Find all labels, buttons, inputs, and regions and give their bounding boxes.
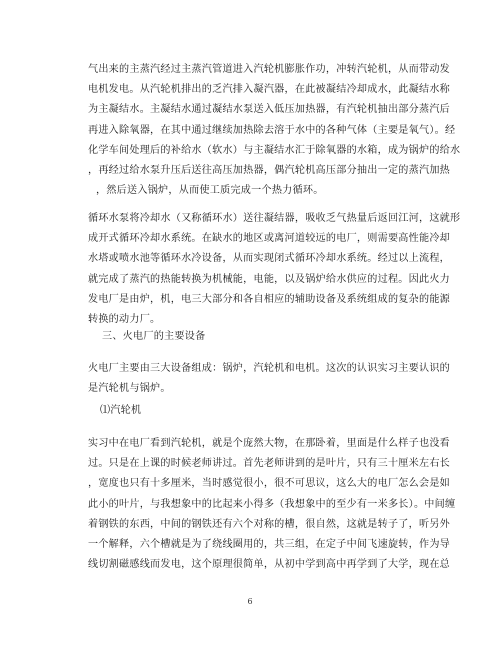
text-line: 发电厂是由炉，机，电三大部分和各自相应的辅助设备及系统组成的复杂的能源 (88, 293, 451, 305)
text-line: 实习中在电厂看到汽轮机，就是个庞然大物，在那卧着，里面是什么样子也没看 (88, 438, 451, 449)
text-line: 化学车间处理后的补给水（软水）与主凝结水汇于除氧器的水箱，成为锅炉的给水 (88, 144, 461, 156)
paragraph-cooling-water (88, 209, 461, 330)
text-line: 火电厂主要由三大设备组成：锅炉，汽轮机和电机。这次的认识实习主要认识的 (88, 363, 451, 374)
sub-heading-turbine: ⑴汽轮机 (100, 405, 142, 416)
text-line: 一个解释，六个槽就是为了绕线圈用的，共三组，在定子中间飞速旋转，作为导 (88, 538, 451, 550)
page-number: 6 (247, 597, 253, 606)
text-line: 为主凝结水。主凝结水通过凝结水泵送入低压加热器，有汽轮机抽出部分蒸汽后 (88, 104, 451, 116)
paragraph-turbine-visit (88, 434, 456, 575)
text-line: 循环水泵将冷却水（又称循环水）送往凝结器，吸收乏气热量后返回江河，这就形 (88, 213, 461, 224)
text-line: 是汽轮机与锅炉。 (88, 383, 171, 395)
text-line: 着钢铁的东西，中间的钢铁还有六个对称的槽，很自然，这就是转子了，听另外 (88, 518, 451, 530)
paragraph-steam-cycle (88, 60, 461, 201)
text-line: 再进入除氧器，在其中通过继续加热除去溶于水中的各种气体（主要是氧气）。经 (88, 124, 456, 136)
text-line: ，宽度也只有十多厘米，当时感觉很小，很不可思议，这么大的电厂怎么会是如 (88, 478, 451, 490)
paragraph-main-equipment (88, 359, 451, 399)
text-line: 水塔或喷水池等循环水冷设备，从而实现闭式循环冷却水系统。经过以上流程， (88, 253, 451, 265)
text-line: 气出来的主蒸汽经过主蒸汽管道进入汽轮机膨胀作功，冲转汽轮机，从而带动发 (88, 64, 451, 75)
text-line: 成开式循环冷却水系统。在缺水的地区或离河道较远的电厂，则需要高性能冷却 (88, 233, 451, 245)
text-line: 电机发电。从汽轮机排出的乏汽排入凝汽器，在此被凝结冷却成水，此凝结水称 (88, 84, 451, 96)
text-line: ，再经过给水泵升压后送往高压加热器，偶汽轮机高压部分抽出一定的蒸汽加热 (88, 164, 451, 176)
text-line: 就完成了蒸汽的热能转换为机械能，电能，以及锅炉给水供应的过程。因此火力 (88, 273, 451, 285)
section-heading: 三、火电厂的主要设备 (102, 331, 206, 342)
text-line: 过。只是在上课的时候老师讲过。首先老师讲到的是叶片，只有三十厘米左右长 (88, 458, 451, 470)
text-line: 此小的叶片，与我想象中的比起来小得多（我想象中的至少有一米多长）。中间缠 (88, 498, 456, 510)
text-line: 线切割磁感线而发电，这个原理很简单，从初中学到高中再学到了大学，现在总 (88, 559, 451, 571)
text-line: ，然后送入锅炉，从而使工质完成一个热力循环。 (96, 185, 324, 197)
text-line: 转换的动力厂。 (88, 313, 161, 325)
